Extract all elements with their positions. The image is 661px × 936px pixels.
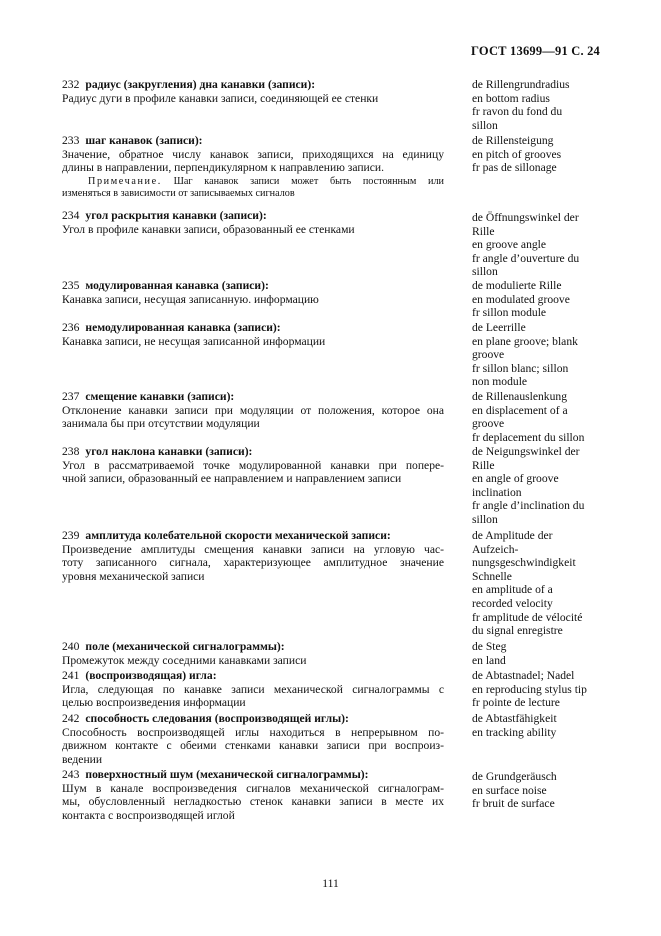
term-title: 239 амплитуда колебательной скорости механической записи: [62,529,391,542]
page-number: 111 [322,877,339,890]
term-title: 233 шаг канавок (записи): [62,134,203,147]
lang-line: de Rillengrundradius [472,78,570,91]
term-definition-block [62,78,444,105]
foreign-equivalents [472,390,600,444]
lang-line: de Rillensteigung [472,134,554,147]
lang-line: de modulierte Rille [472,279,562,292]
lang-line: groove [472,348,505,362]
lang-line: fr ravon du fond du [472,105,563,119]
lang-line: sillon [472,265,498,279]
term-definition-block [62,279,444,306]
lang-line: en groove angle [472,238,547,252]
lang-line: Rille [472,458,495,472]
lang-line: de Neigungswinkel der [472,445,580,458]
term-definition-block [62,445,444,486]
lang-line: sillon [472,512,498,526]
lang-line: recorded velocity [472,596,553,610]
definition-line: уровня механической записи [62,569,205,583]
lang-line: fr sillon module [472,306,547,320]
foreign-equivalents [472,640,600,667]
definition-line: мы, обусловленный негладкостью стенок канавки записи в месте их [62,795,444,809]
term-title: 237 смещение канавки (записи): [62,390,235,403]
definition-line: Канавка записи, несущая записанную. информацию [62,292,319,306]
lang-line: de Öffnungswinkel der [472,211,579,224]
lang-line: inclination [472,485,522,499]
lang-line: en surface noise [472,783,547,797]
lang-line: fr pointe de lecture [472,696,560,710]
term-definition-block [62,529,444,583]
definition-line: Игла, следующая по канавке записи механической сигналограммы с [62,682,444,696]
term-definition-block [62,134,444,201]
lang-line: en angle of groove [472,472,559,486]
definition-line: ведении [62,752,103,766]
definition-line: длины в направлении, перпендикулярном к направлению записи. [62,161,384,175]
definition-line: целью воспроизведения информации [62,696,246,710]
foreign-equivalents [472,529,600,638]
term-title: 240 поле (механической сигналограммы): [62,640,285,653]
note-label: Примечание. [88,175,162,187]
foreign-equivalents [472,211,600,279]
lang-line: en land [472,653,506,667]
term-definition-block [62,712,444,766]
definition-line: занимала бы при отсутствии модуляции [62,417,260,431]
lang-line: Rille [472,224,495,238]
lang-line: non module [472,375,528,389]
lang-line: de Abtastfähigkeit [472,712,557,725]
note: Примечание. Шаг канавок записи может быть постоянным или изменяться в зависимости от записываемых сигналов [62,175,444,200]
term-definition-block [62,640,444,667]
lang-line: Schnelle [472,569,512,583]
lang-line: de Grundgeräusch [472,770,557,783]
definition-line: Способность воспроизводящей иглы находиться в непрерывном по- [62,725,444,739]
lang-line: fr sillon blanc; sillon [472,361,569,375]
term-title: 238 угол наклона канавки (записи): [62,445,253,458]
lang-line: en plane groove; blank [472,334,578,348]
definition-line: Произведение амплитуды смещения канавки записи на угловую час- [62,542,444,556]
lang-line: en displacement of a [472,403,568,417]
term-title: 241 (воспроизводящая) игла: [62,669,217,682]
lang-line: en tracking ability [472,725,557,739]
definition-line: Промежуток между соседними канавками записи [62,653,307,667]
definition-line: тоту записанного сигнала, характеризующее амплитудное значение [62,556,444,570]
lang-line: nungsgeschwindigkeit [472,556,576,570]
definition-line: движном контакте с обеими стенками канавки записи при воспроиз- [62,739,444,753]
lang-line: en reproducing stylus tip [472,682,587,696]
term-definition-block [62,209,444,236]
lang-line: en pitch of grooves [472,147,562,161]
foreign-equivalents [472,445,600,527]
definition-line: чной записи, образованный ее направлением и направлением записи [62,472,402,486]
lang-line: fr angle d’ouverture du [472,251,580,265]
term-definition-block [62,768,444,822]
lang-line: fr angle d’inclination du [472,499,585,513]
lang-line: de Abtastnadel; Nadel [472,669,575,682]
lang-line: en modulated groove [472,292,570,306]
term-title: 234 угол раскрытия канавки (записи): [62,209,267,222]
lang-line: de Amplitude der [472,529,553,542]
term-title: 232 радиус (закругления) дна канавки (записи): [62,78,316,91]
lang-line: du signal enregistre [472,624,563,638]
lang-line: groove [472,417,505,431]
page-header: ГОСТ 13699—91 С. 24 [471,44,600,58]
foreign-equivalents [472,669,600,710]
lang-line: sillon [472,118,498,132]
term-definition-block [62,321,444,348]
foreign-equivalents [472,279,600,320]
term-definition-block [62,390,444,431]
term-definition-block [62,669,444,710]
lang-line: Aufzeich- [472,542,519,556]
foreign-equivalents [472,134,600,175]
foreign-equivalents [472,712,600,739]
foreign-equivalents [472,321,600,389]
definition-line: Отклонение канавки записи при модуляции от положения, которое она [62,403,444,417]
lang-line: fr deplacement du sillon [472,430,585,444]
lang-line: de Rillenauslenkung [472,390,567,403]
lang-line: en bottom radius [472,91,550,105]
definition-line: Угол в профиле канавки записи, образованный ее стенками [62,222,355,236]
lang-line: de Steg [472,640,507,653]
lang-line: fr amplitude de vélocité [472,610,583,624]
definition-line: Значение, обратное числу канавок записи, приходящихся на единицу [62,147,444,161]
term-title: 236 немодулированная канавка (записи): [62,321,281,334]
definition-line: Канавка записи, не несущая записанной информации [62,334,326,348]
definition-line: Радиус дуги в профиле канавки записи, соединяющей ее стенки [62,91,379,105]
lang-line: fr pas de sillonage [472,161,557,175]
lang-line: en amplitude of a [472,583,553,597]
term-title: 235 модулированная канавка (записи): [62,279,269,292]
definition-line: контакта с воспроизводящей иглой [62,808,235,822]
term-title: 243 поверхностный шум (механической сигналограммы): [62,768,369,781]
foreign-equivalents [472,78,600,132]
lang-line: fr bruit de surface [472,797,555,811]
definition-line: Шум в канале воспроизведения сигналов механической сигналограм- [62,781,444,795]
term-title: 242 способность следования (воспроизводящей иглы): [62,712,349,725]
foreign-equivalents [472,770,600,811]
definition-line: Угол в рассматриваемой точке модулированной канавки при попере- [62,458,444,472]
lang-line: de Leerrille [472,321,526,334]
